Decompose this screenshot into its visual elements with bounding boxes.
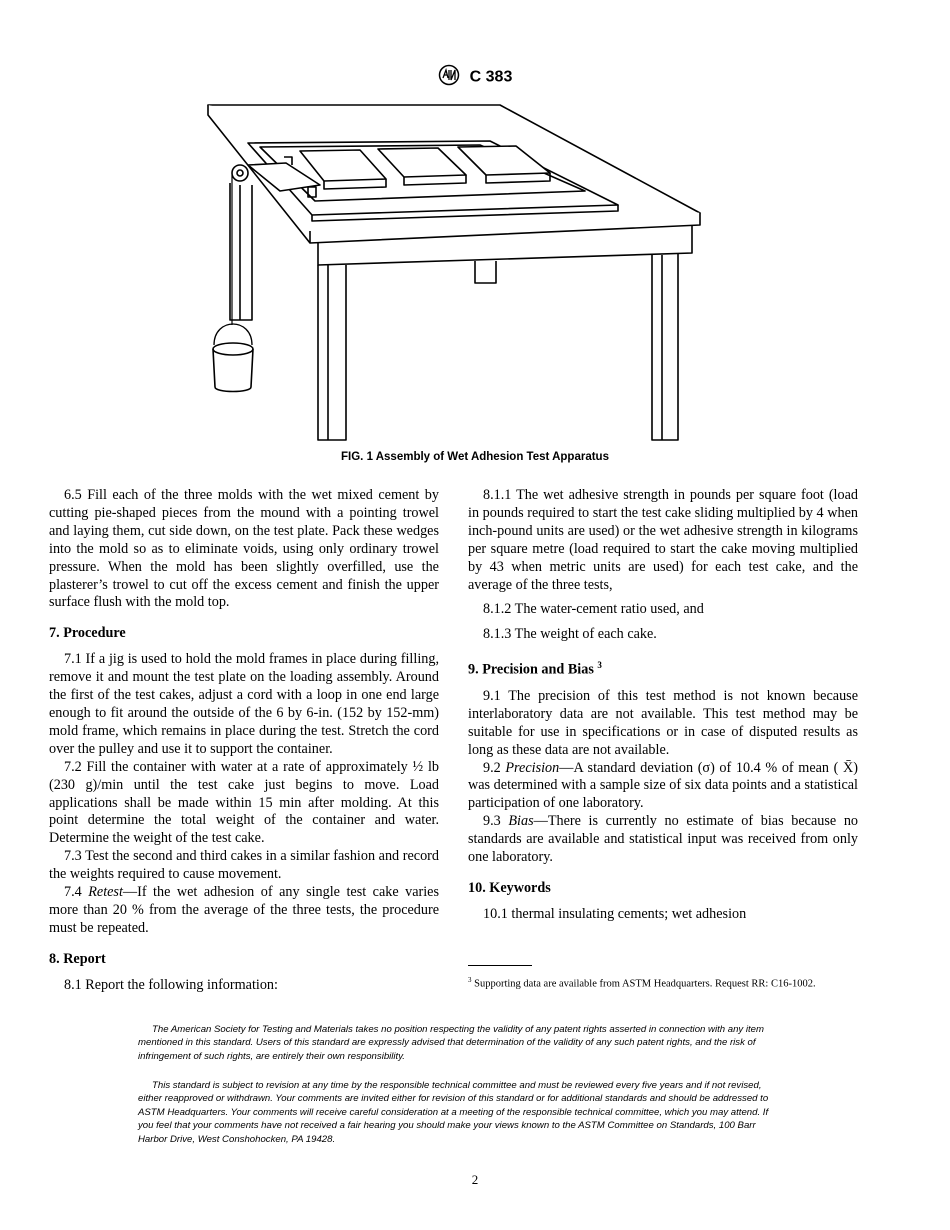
footnote-3 [468,973,858,992]
astm-logo-icon [438,64,460,91]
paragraph-9-2-text: —A standard deviation (σ) of 10.4 % of mean ( X̄) was determined with a sample size of six data points and a statistical participation of one laboratory. [468,759,859,812]
paragraph-9-3 [468,813,858,867]
paragraph-7-3: 7.3 Test the second and third cakes in a similar fashion and record the weights required to cause movement. [49,848,439,883]
page-header [0,64,950,91]
paragraph-7-2: 7.2 Fill the container with water at a rate of approximately ½ lb (230 g)/min until the test cake just begins to move. Load applications shall be made within 15 min after molding. At this point determine the total weight of the container and water. Determine the weight of the test cake. [49,758,439,847]
footnote-text: Supporting data are available from ASTM Headquarters. Request RR: C16-1002. [471,978,816,990]
paragraph-9-2-number: 9.2 [483,759,506,776]
paragraph-9-2 [468,760,858,814]
page-number: 2 [471,1172,479,1187]
footnote-divider [468,965,532,966]
revision-notice-text: This standard is subject to revision at any time by the responsible technical committee and must be reviewed every five years and if not revised, either reapproved or withdrawn. Your comments are invited either for revision of this standard or for additional standards and should be addressed to ASTM Headquarters. Your comments will receive careful consideration at a meeting of the responsible technical committee, which you may attend. If you feel that your comments have not received a fair hearing you should make your views known to the ASTM Committee on Standards, 100 Barr Harbor Drive, West Conshohocken, PA 19428. [138,1080,769,1145]
wet-adhesion-apparatus-illustration [200,95,720,445]
section-heading-precision-bias-text: 9. Precision and Bias [468,661,598,678]
footnote-marker: 3 [468,976,472,984]
section-heading-keywords: 10. Keywords [468,879,551,896]
paragraph-9-3-text: —There is currently no estimate of bias because no standards are available and statistical input was received from only one laboratory. [468,813,859,866]
paragraph-9-1: 9.1 The precision of this test method is not known because interlaboratory data are not available. This test method may be suitable for use in specifications or in case of disputed results as long as these data are not available. [468,687,858,758]
paragraph-8-1-1: 8.1.1 The wet adhesive strength in pounds per square foot (load in pounds required to start the test cake sliding multiplied by 4 when inch-pound units are used) or the wet adhesive strength in kilograms per square metre (load required to start the cake moving multiplied by 43 when metric units are used) for each test cake, and the average of the three tests, [468,487,858,593]
section-heading-procedure: 7. Procedure [49,625,126,642]
revision-notice [138,1079,772,1146]
figure-caption: FIG. 1 Assembly of Wet Adhesion Test Apparatus [341,451,609,463]
paragraph-7-4-term: Retest [88,884,123,901]
paragraph-7-4 [49,884,439,938]
paragraph-9-3-number: 9.3 [483,813,509,830]
paragraph-9-3-term: Bias [508,813,534,830]
paragraph-8-1: 8.1 Report the following information: [64,976,278,993]
paragraph-8-1-2: 8.1.2 The water-cement ratio used, and [483,601,704,618]
paragraph-9-2-term: Precision [505,759,560,776]
right-column [468,487,858,931]
paragraph-6-5: 6.5 Fill each of the three molds with the wet mixed cement by cutting pie-shaped pieces from the mound with a pointing trowel and laying them, cut side down, on the test plate. Pack these wedges into the mold so as to eliminate voids, using only ordinary trowel pressure. When the mold has been slightly overfilled, use the plasterer’s trowel to cut off the excess cement and finish the upper surface flush with the mold top. [49,487,439,611]
patent-notice-text: The American Society for Testing and Materials takes no position respecting the validity of any patent rights asserted in connection with any item mentioned in this standard. Users of this standard are expressly advised that determination of the validity of any such patent rights, and the risk of infringement of such rights, are entirely their own responsibility. [138,1024,765,1062]
paragraph-7-1: 7.1 If a jig is used to hold the mold frames in place during filling, remove it and mount the test plate on the loading assembly. Around the first of the test cakes, adjust a cord with a loop in one end large enough to fit around the outside of the 6 by 6-in. (152 by 152-mm) mold frame, which remains in place during the test. Stretch the cord over the pulley and use it to support the container. [49,651,439,757]
patent-notice [138,1023,772,1063]
paragraph-7-4-number: 7.4 [64,884,89,901]
footnote-ref-3: 3 [597,660,602,671]
paragraph-7-4-text: —If the wet adhesion of any single test cake varies more than 20 % from the average of the three tests, the procedure must be repeated. [49,884,440,936]
paragraph-10-1: 10.1 thermal insulating cements; wet adhesion [483,905,747,922]
section-heading-report: 8. Report [49,950,106,967]
left-column [49,487,439,1002]
paragraph-8-1-3: 8.1.3 The weight of each cake. [483,626,657,643]
section-heading-precision-bias [468,657,858,680]
document-id: C 383 [469,68,513,86]
